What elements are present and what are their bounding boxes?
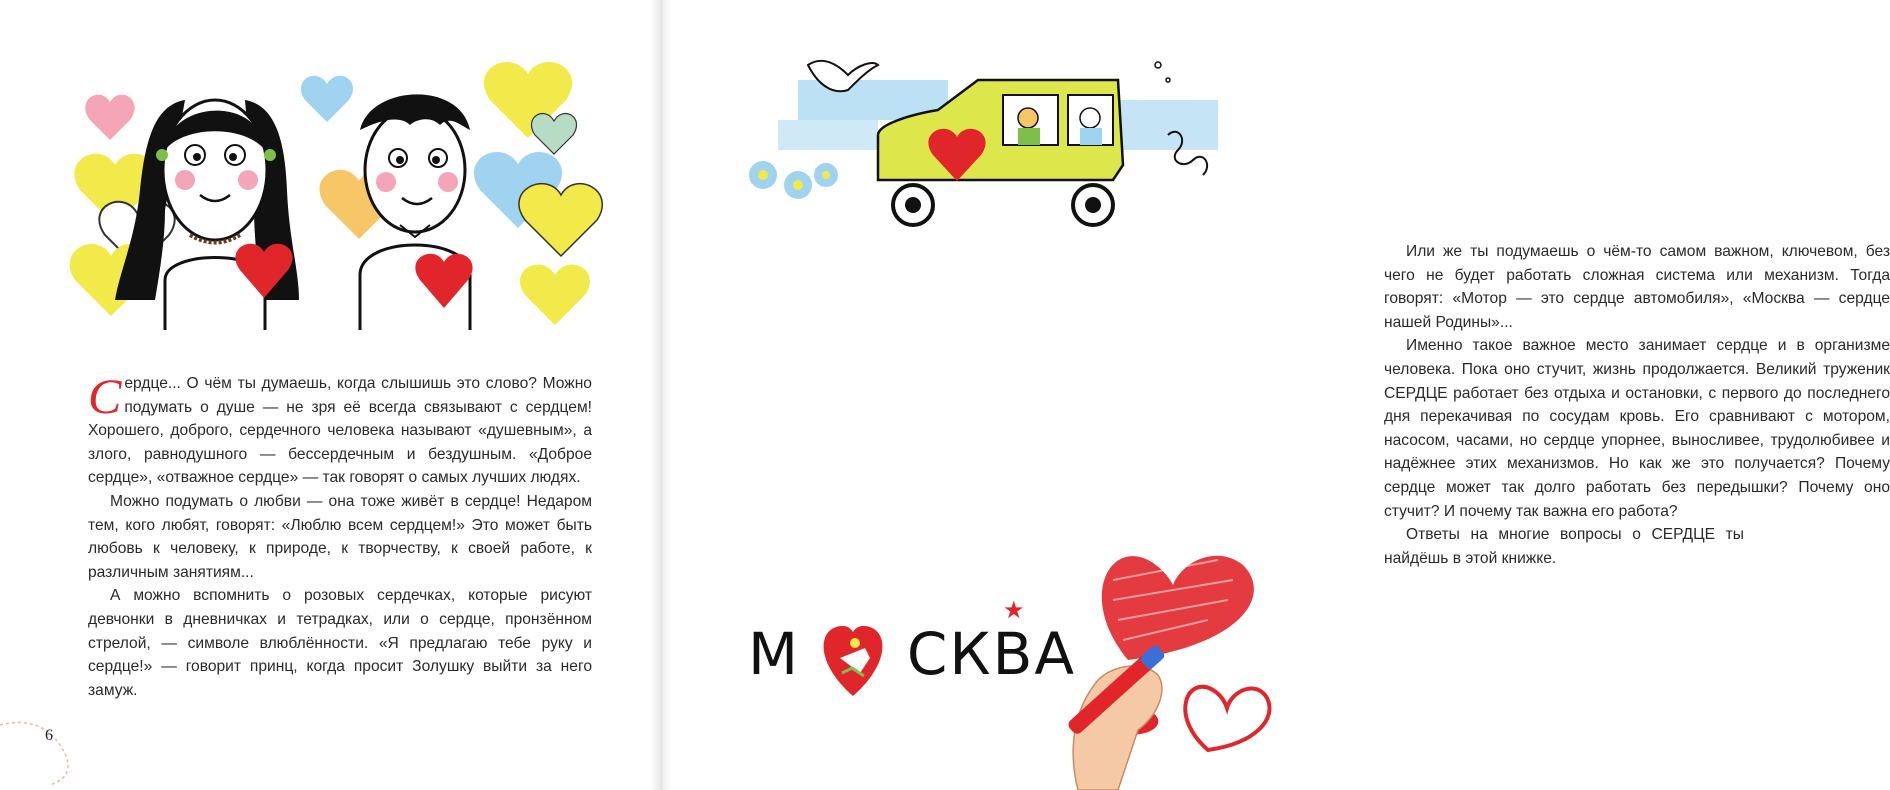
heart-yellow-bottom-icon (520, 265, 590, 325)
boy-figure (360, 94, 473, 330)
couple-illustration (70, 60, 630, 340)
heart-blue-icon (301, 76, 353, 122)
paragraph: Или же ты подумаешь о чём-то самом важном, ключевом, без чего не будет работать сложная система или механизм. Тогда говорят: «Мотор — это сердце автомобиля», «Москва — сердце нашей Родины»... (1384, 243, 1890, 331)
heart-yellow-right-icon (519, 184, 602, 256)
car-illustration (738, 40, 1278, 230)
right-page-text (1384, 240, 1890, 570)
dropcap: С (88, 368, 122, 424)
moscow-emblem-icon (820, 618, 886, 698)
paragraph: Можно подумать о любви — она тоже живёт в сердце! Недаром тем, кого любят, говорят: «Люблю всем сердцем!» Это может быть любовь к человеку, к природе, к творчеству, к своей работе, к различным занятиям... (88, 492, 592, 581)
moskva-letter: А (1034, 620, 1077, 689)
scribble-hearts-illustration (1018, 520, 1258, 790)
star-icon: ★ (1003, 596, 1027, 624)
heart-pink-icon (85, 95, 134, 140)
girl-figure (115, 100, 299, 330)
left-page (0, 0, 658, 790)
scribble-heart-icon (1102, 556, 1254, 660)
page-number: 6 (45, 727, 53, 744)
outline-heart-icon (1185, 687, 1269, 750)
moskva-letter: М (748, 620, 801, 689)
left-page-text (88, 368, 592, 702)
paragraph: А можно вспомнить о розовых сердечках, которые рисуют девчонки в дневничках и тетрадках, или о сердце, пронзённом стрелой, — символе влюблённости. «Я предлагаю тебе руку и сердце!» — говорит принц, когда просит Золушку выйти за него замуж. (88, 587, 592, 699)
heart-green-icon (532, 114, 577, 154)
paragraph: Сердце... О чём ты думаешь, когда слышишь это слово? Можно подумать о душе — не зря её всегда связывают с сердцем! Хорошего, доброго, сердечного человека называют «душевным», а злого, равнодушного — бессердечным и бездушным. «Доброе сердце», «отважное сердце» — так говорят о самых лучших людях. (88, 368, 592, 487)
paragraph: Ответы на многие вопросы о СЕРДЦЕ ты найдёшь в этой книжке. (1384, 526, 1744, 567)
moskva-letter: СКВ (906, 620, 1035, 689)
paragraph: Именно такое важное место занимает сердце и в организме человека. Пока оно стучит, жизнь продолжается. Великий труженик СЕРДЦЕ работает без отдыха и остановки, с первого до последнего дня перекачивая по сосудам кровь. Его сравнивают с мотором, насосом, часами, но сердце упорнее, выносливее, трудолюбивее и надёжнее этих механизмов. Но как же это получается? Почему сердце может так долго работать без передышки? Почему оно стучит? И почему так важна его работа? (1384, 337, 1890, 520)
dotted-curve-decoration (0, 705, 110, 785)
book-gutter (650, 0, 672, 790)
right-page (658, 0, 1890, 790)
